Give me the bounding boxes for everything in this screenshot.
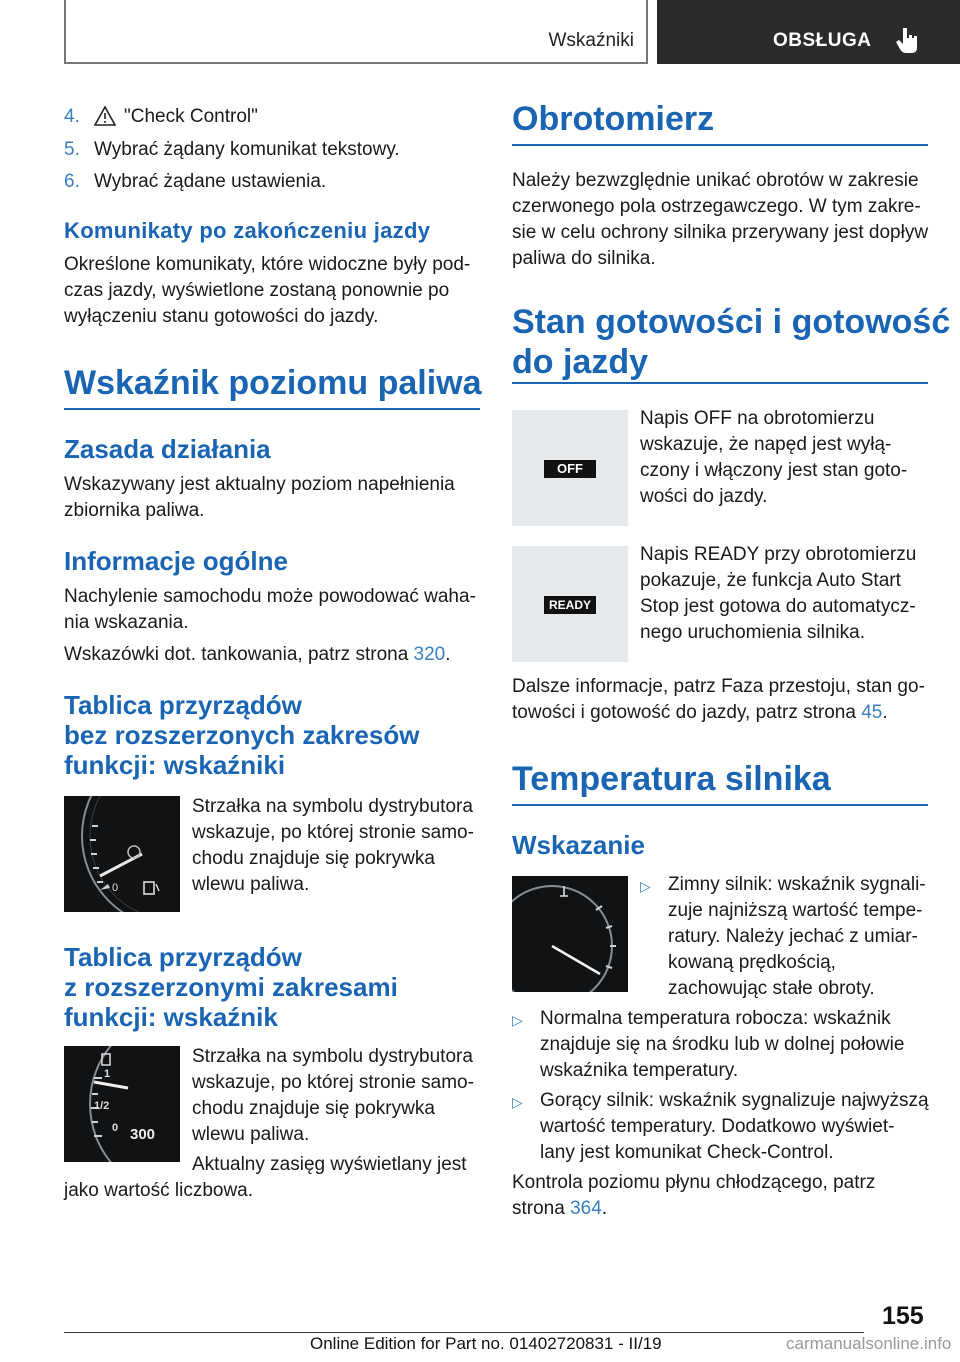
heading-line: bez rozszerzonych zakresów <box>64 720 420 750</box>
footer-edition: Online Edition for Part no. 01402720831 - II/19 <box>310 1334 662 1353</box>
ready-badge: READY <box>544 596 596 614</box>
heading-informacje: Informacje ogólne <box>64 546 288 576</box>
fuel-gauge-extended-graphic <box>64 1046 180 1162</box>
off-indicator-image <box>512 410 628 526</box>
text-line: Strzałka na symbolu dystrybutora <box>192 796 473 817</box>
text-line: chodu znajduje się pokrywka <box>192 848 435 869</box>
text-line: zuje najniższą wartość tempe- <box>668 900 923 921</box>
text-line: jako wartość liczbowa. <box>64 1180 254 1201</box>
text-line: nego uruchomienia silnika. <box>640 622 865 643</box>
heading-obrotomierz: Obrotomierz <box>512 100 715 138</box>
text-line: czas jazdy, wyświetlone zostaną ponownie po <box>64 280 450 301</box>
warning-triangle-icon <box>94 106 116 126</box>
paragraph-komunikaty <box>64 252 470 330</box>
list-item-6-text: Wybrać żądane ustawienia. <box>94 171 327 192</box>
text-line: wartość temperatury. Dodatkowo wyświet- <box>540 1116 895 1137</box>
text-run: strona <box>512 1198 571 1219</box>
text-line: wskazuje, że napęd jest wyłą- <box>640 434 892 455</box>
heading-tablica-z <box>64 942 398 1032</box>
header-section-title: Wskaźniki <box>548 30 634 51</box>
header-chapter-box <box>657 0 960 64</box>
heading-line: Stan gotowości i gotowość <box>512 303 951 341</box>
footer-rule <box>64 1332 864 1333</box>
bullet-icon: ▷ <box>512 1012 523 1028</box>
text-line: Strzałka na symbolu dystrybutora <box>192 1046 473 1067</box>
text-line: wości do jazdy. <box>640 486 768 507</box>
heading-rule <box>512 804 928 806</box>
heading-komunikaty: Komunikaty po zakończeniu jazdy <box>64 218 431 243</box>
list-item-5-text: Wybrać żądany komunikat tekstowy. <box>94 139 400 160</box>
bullet-normal-temp <box>540 1006 904 1084</box>
text-line: wlewu paliwa. <box>192 874 310 895</box>
text-line: lany jest komunikat Check-Control. <box>540 1142 834 1163</box>
text-run: . <box>601 1198 608 1219</box>
paragraph-tankowanie <box>64 642 451 668</box>
ready-indicator-image <box>512 546 628 662</box>
fuel-range-value: 300 <box>130 1126 156 1143</box>
paragraph-off <box>640 406 907 510</box>
text-line: znajduje się na środku lub w dolnej połowie <box>540 1034 905 1055</box>
text-line: zachowując stałe obroty. <box>668 978 875 999</box>
page-link-45[interactable]: 45 <box>861 702 883 723</box>
list-item-4-text: "Check Control" <box>124 106 258 127</box>
text-line: kowaną prędkością, <box>668 952 836 973</box>
text-line: wyłączeniu stanu gotowości do jazdy. <box>64 306 379 327</box>
text-line: wskaźnika temperatury. <box>540 1060 739 1081</box>
text-line: Napis READY przy obrotomierzu <box>640 544 917 565</box>
heading-line: Tablica przyrządów <box>64 690 302 720</box>
paragraph-informacje <box>64 584 476 636</box>
fuel-gauge-half-label: 1/2 <box>94 1100 110 1112</box>
watermark: carmanualsonline.info <box>786 1334 952 1353</box>
heading-tablica-bez <box>64 690 419 780</box>
text-run: Wskazówki dot. tankowania, patrz strona <box>64 644 414 665</box>
heading-temperatura: Temperatura silnika <box>512 760 831 798</box>
hand-pointer-icon <box>895 26 921 54</box>
paragraph-dalsze <box>512 674 925 726</box>
text-line: Wskazywany jest aktualny poziom napełnienia <box>64 474 455 495</box>
header-chapter-title: OBSŁUGA <box>773 30 872 51</box>
text-line: czerwonego pola ostrzegawczego. W tym zakre- <box>512 196 921 217</box>
heading-rule <box>512 144 928 146</box>
heading-rule <box>64 408 480 410</box>
text-line: zbiornika paliwa. <box>64 500 205 521</box>
text-line: nia wskazania. <box>64 612 189 633</box>
heading-wskaznik-paliwa: Wskaźnik poziomu paliwa <box>64 364 482 402</box>
text-line: Określone komunikaty, które widoczne były pod- <box>64 254 471 275</box>
list-num-6: 6. <box>64 171 80 192</box>
text-line: chodu znajduje się pokrywka <box>192 1098 435 1119</box>
heading-stan-gotowosci <box>512 302 950 382</box>
paragraph-tablica-z <box>192 1044 474 1148</box>
text-run: . <box>882 702 888 723</box>
page-link-320[interactable]: 320 <box>413 644 446 665</box>
bullet-icon: ▷ <box>512 1094 523 1110</box>
header-section-box <box>64 0 648 64</box>
list-num-4: 4. <box>64 106 80 127</box>
heading-line: funkcji: wskaźniki <box>64 750 286 780</box>
heading-wskazanie: Wskazanie <box>512 830 645 860</box>
temperature-gauge-graphic <box>512 876 628 992</box>
text-line: Dalsze informacje, patrz Faza przestoju, stan go- <box>512 676 925 697</box>
heading-rule <box>512 382 928 384</box>
heading-line: Tablica przyrządów <box>64 942 302 972</box>
bullet-icon: ▷ <box>640 878 651 894</box>
text-line: Napis OFF na obrotomierzu <box>640 408 875 429</box>
heading-line: funkcji: wskaźnik <box>64 1002 278 1032</box>
bullet-hot-engine <box>540 1088 929 1166</box>
list-num-5: 5. <box>64 139 80 160</box>
text-line: wlewu paliwa. <box>192 1124 310 1145</box>
heading-line: z rozszerzonymi zakresami <box>64 972 398 1002</box>
fuel-gauge-zero-label: 0 <box>112 882 119 894</box>
text-line: Nachylenie samochodu może powodować waha- <box>64 586 476 607</box>
text-line: paliwa do silnika. <box>512 248 656 269</box>
temperature-gauge-image <box>512 876 628 992</box>
page-number: 155 <box>882 1302 924 1330</box>
paragraph-kontrola <box>512 1170 875 1222</box>
text-line: czony i włączony jest stan goto- <box>640 460 908 481</box>
fuel-gauge-zero-label: 0 <box>112 1122 119 1134</box>
bullet-cold-engine <box>668 872 926 1002</box>
fuel-gauge-graphic <box>64 796 180 912</box>
text-line: Normalna temperatura robocza: wskaźnik <box>540 1008 891 1029</box>
text-line: Kontrola poziomu płynu chłodzącego, patrz <box>512 1172 876 1193</box>
text-line: pokazuje, że funkcja Auto Start <box>640 570 901 591</box>
text-run: towości i gotowość do jazdy, patrz strona <box>512 702 862 723</box>
text-line: Gorący silnik: wskaźnik sygnalizuje najwyższą <box>540 1090 929 1111</box>
page-link-364[interactable]: 364 <box>570 1198 602 1219</box>
heading-zasada: Zasada działania <box>64 434 271 464</box>
text-line: Zimny silnik: wskaźnik sygnali- <box>668 874 926 895</box>
paragraph-tablica-bez <box>192 794 474 898</box>
text-line: Należy bezwzględnie unikać obrotów w zakresie <box>512 170 919 191</box>
fuel-gauge-image-extended <box>64 1046 180 1162</box>
fuel-gauge-one-label: 1 <box>104 1068 111 1080</box>
text-line: Aktualny zasięg wyświetlany jest <box>192 1154 467 1175</box>
text-line: Stop jest gotowa do automatycz- <box>640 596 916 617</box>
text-line: wskazuje, po której stronie samo- <box>192 822 474 843</box>
heading-line: do jazdy <box>512 343 649 381</box>
text-line: ratury. Należy jechać z umiar- <box>668 926 918 947</box>
text-line: sie w celu ochrony silnika przerywany jest dopływ <box>512 222 929 243</box>
off-badge: OFF <box>544 460 596 478</box>
paragraph-ready <box>640 542 916 646</box>
text-run: . <box>445 644 451 665</box>
fuel-gauge-image-standard <box>64 796 180 912</box>
paragraph-obrotomierz <box>512 168 928 272</box>
text-line: wskazuje, po której stronie samo- <box>192 1072 474 1093</box>
paragraph-zasada <box>64 472 455 524</box>
